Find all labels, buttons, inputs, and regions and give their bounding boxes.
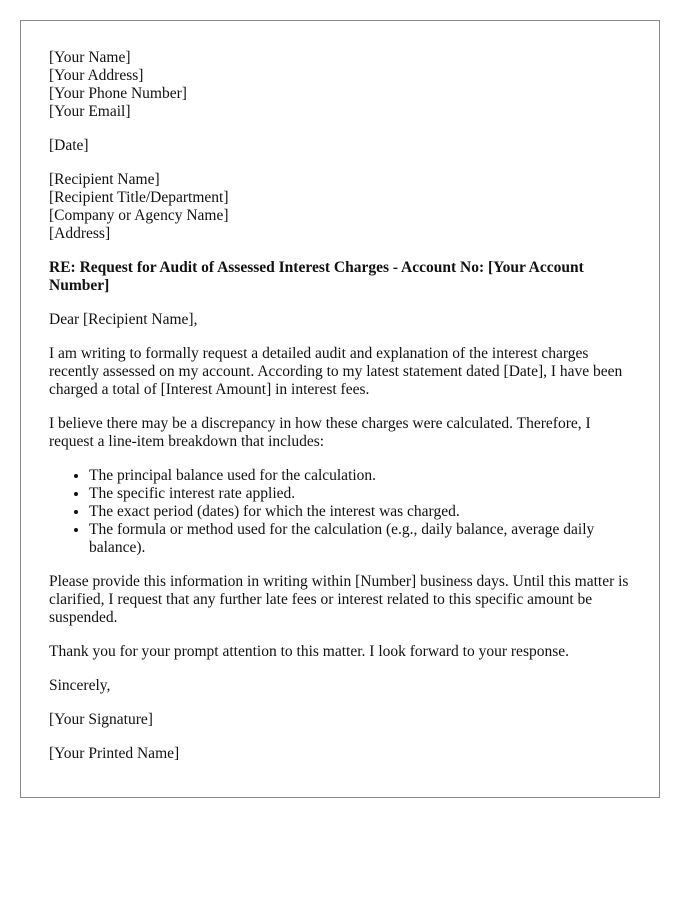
request-paragraph: Please provide this information in writing within [Number] business days. Until this matter is clarified, I request that any further late fees or interest related to this specific amount be suspended.: [49, 573, 629, 626]
discrepancy-paragraph: I believe there may be a discrepancy in how these charges were calculated. Therefore, I request a line-item breakdown that includes:: [49, 415, 591, 450]
recipient-title: [Recipient Title/Department]: [49, 189, 229, 206]
letter-date: [Date]: [49, 137, 89, 154]
signature-placeholder: [Your Signature]: [49, 711, 153, 728]
sender-address: [Your Address]: [49, 67, 144, 84]
letter-page: [20, 20, 660, 798]
list-item: • The exact period (dates) for which the interest was charged.: [89, 503, 631, 521]
sender-block: [49, 49, 631, 121]
sender-phone: [Your Phone Number]: [49, 85, 187, 102]
subject-line: RE: Request for Audit of Assessed Interest Charges - Account No: [Your Account Number]: [49, 259, 584, 294]
salutation: Dear [Recipient Name],: [49, 311, 198, 328]
recipient-block: [49, 171, 631, 243]
recipient-name: [Recipient Name]: [49, 171, 160, 188]
printed-name: [Your Printed Name]: [49, 745, 180, 762]
thanks-paragraph: Thank you for your prompt attention to this matter. I look forward to your response.: [49, 643, 570, 660]
list-item: • The specific interest rate applied.: [89, 485, 631, 503]
recipient-company: [Company or Agency Name]: [49, 207, 229, 224]
sender-email: [Your Email]: [49, 103, 131, 120]
sign-off: Sincerely,: [49, 677, 111, 694]
list-item: • The formula or method used for the calculation (e.g., daily balance, average daily balance).: [89, 521, 631, 557]
intro-paragraph: I am writing to formally request a detailed audit and explanation of the interest charges recently assessed on my account. According to my latest statement dated [Date], I have been charged a total of [Interest Amount] in interest fees.: [49, 345, 623, 398]
recipient-address: [Address]: [49, 225, 111, 242]
list-item: • The principal balance used for the calculation.: [89, 467, 631, 485]
sender-name: [Your Name]: [49, 49, 131, 66]
breakdown-list: [49, 467, 631, 557]
